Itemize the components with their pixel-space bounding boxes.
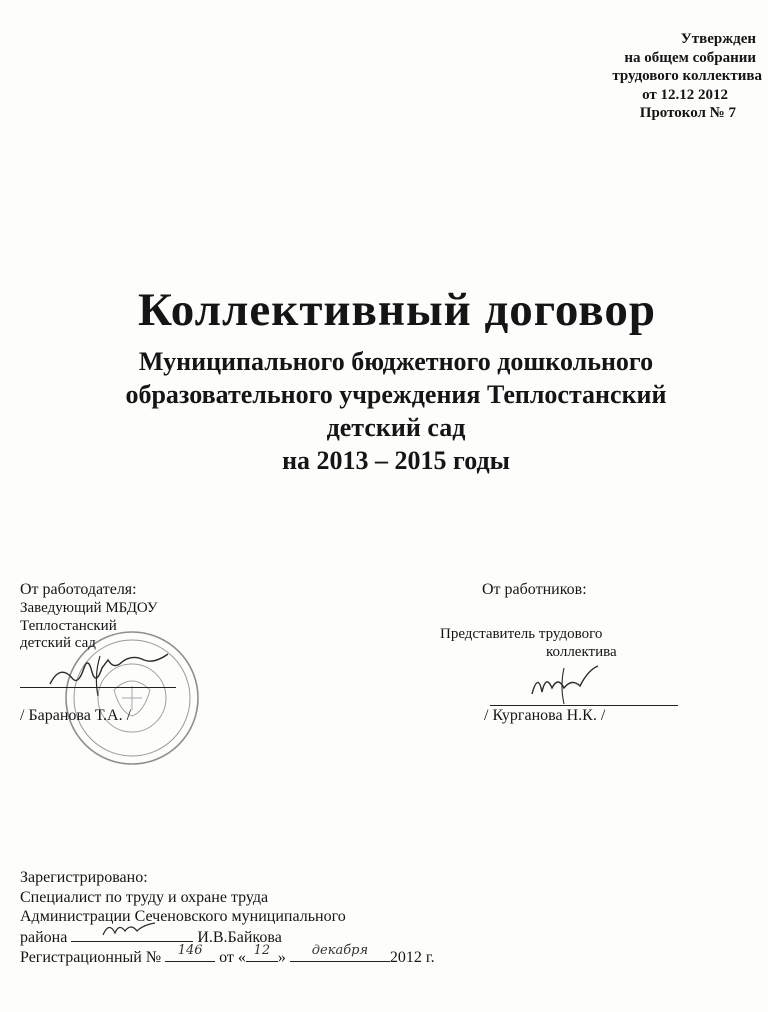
registration-number-line bbox=[20, 942, 435, 968]
employer-signature-icon bbox=[40, 650, 180, 700]
subtitle-line: Муниципального бюджетного дошкольного bbox=[138, 347, 654, 376]
registration-block bbox=[20, 868, 435, 968]
subtitle-line: детский сад bbox=[326, 413, 466, 442]
employer-name: / Баранова Т.А. / bbox=[20, 707, 132, 724]
workers-block bbox=[440, 626, 617, 661]
employer-block bbox=[20, 580, 158, 653]
reg-number-label: Регистрационный № bbox=[20, 949, 162, 966]
registration-line: Специалист по труду и охране труда bbox=[20, 888, 269, 906]
reg-day-blank bbox=[246, 942, 278, 962]
document-subtitle bbox=[0, 345, 768, 477]
approval-line: трудового коллектива bbox=[612, 68, 762, 84]
registrar-signature-icon bbox=[99, 919, 159, 941]
district-label: района bbox=[20, 928, 68, 946]
approval-date: от 12.12 2012 bbox=[642, 86, 728, 103]
subtitle-line: образовательного учреждения Теплостанский bbox=[125, 380, 667, 409]
workers-signature-icon bbox=[524, 664, 614, 708]
workers-name: / Курганова Н.К. / bbox=[484, 707, 606, 724]
approval-line: Утвержден bbox=[680, 31, 756, 47]
reg-day: 12 bbox=[253, 942, 271, 958]
registrar-signature-blank bbox=[71, 927, 193, 942]
reg-number-blank bbox=[165, 942, 215, 962]
employer-position: Заведующий МБДОУ bbox=[20, 600, 158, 616]
approval-protocol: Протокол № 7 bbox=[639, 105, 736, 121]
reg-month-blank bbox=[290, 942, 390, 962]
document-title: Коллективный договор bbox=[138, 284, 656, 336]
registrar-name: И.В.Байкова bbox=[197, 928, 282, 946]
workers-position: коллектива bbox=[546, 643, 617, 660]
workers-position: Представитель трудового bbox=[440, 626, 603, 642]
approval-line: на общем собрании bbox=[624, 49, 756, 66]
workers-heading: От работников: bbox=[482, 581, 587, 598]
reg-month: декабря bbox=[311, 942, 369, 958]
reg-from-label: от « bbox=[219, 949, 246, 966]
approval-block bbox=[560, 30, 762, 123]
employer-position: детский сад bbox=[20, 635, 96, 651]
subtitle-years: на 2013 – 2015 годы bbox=[282, 446, 510, 475]
reg-year: 2012 г. bbox=[389, 949, 435, 966]
registration-line: Администрации Сеченовского муниципального bbox=[20, 908, 346, 925]
reg-number: 146 bbox=[177, 942, 203, 958]
reg-quote: » bbox=[277, 949, 286, 966]
employer-heading: От работодателя: bbox=[20, 581, 137, 598]
registration-heading: Зарегистрировано: bbox=[20, 869, 148, 886]
employer-position: Теплостанский bbox=[20, 617, 117, 634]
